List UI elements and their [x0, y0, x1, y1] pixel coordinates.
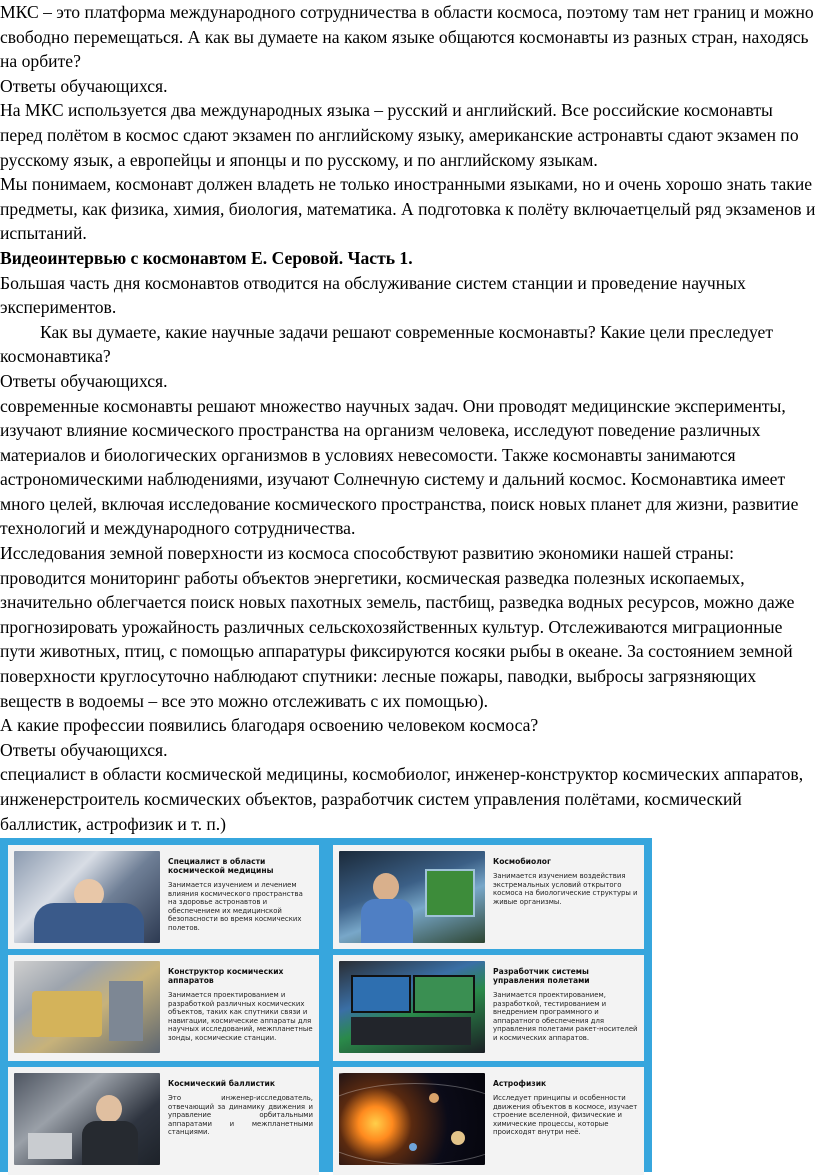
paragraph: Мы понимаем, космонавт должен владеть не только иностранными языками, но и очень хорошо знать такие предметы, как физика, химия, биология, математика. А подготовка к полёту включаетцелый ряд экзаменов и испытаний.: [0, 174, 816, 244]
card-title: Разработчик системы управления полетами: [493, 967, 590, 985]
profession-card: [333, 845, 644, 949]
section-heading: Видеоинтервью с космонавтом Е. Серовой. Часть 1.: [0, 247, 413, 268]
card-description: Занимается проектированием и разработкой различных космических объектов, таких как спутники связи и навигации, космические аппараты для научных исследований, межпланетные зонды, космические станции.: [168, 991, 313, 1042]
card-description: Занимается проектированием, разработкой, тестированием и внедрением программного и аппаратного обеспечения для управления полетами ракет-носителей и космических аппаратов.: [493, 991, 638, 1042]
profession-card: [8, 845, 319, 949]
ballistics-photo: [14, 1073, 160, 1165]
paragraph: На МКС используется два международных языка – русский и английский. Все российские космонавты перед полётом в космос сдают экзамен по английскому языку, американские астронавты сдают экзамен по русскому язык, а европейцы и японцы и по русскому, и по английскому языкам.: [0, 100, 799, 170]
card-description: Это инженер-исследователь, отвечающий за динамику движения и управление орбитальными аппаратами и межпланетными станциями.: [168, 1094, 313, 1137]
card-title: Конструктор космических аппаратов: [168, 967, 284, 985]
cosmobiologist-photo: [339, 851, 485, 943]
flight-control-photo: [339, 961, 485, 1053]
paragraph: Большая часть дня космонавтов отводится на обслуживание систем станции и проведение научных экспериментов.: [0, 272, 746, 318]
card-description: Занимается изучением воздействия экстремальных условий открытого космоса на биологические структуры и живые организмы.: [493, 872, 638, 906]
card-description: Исследует принципы и особенности движения объектов в космосе, изучает строение вселенной, физические и химические процессы, которые происходят внутри неё.: [493, 1094, 638, 1137]
professions-infographic: [0, 838, 652, 1172]
paragraph: Ответы обучающихся.: [0, 739, 168, 760]
space-medicine-photo: [14, 851, 160, 943]
paragraph: МКС – это платформа международного сотрудничества в области космоса, поэтому там нет границ и можно свободно перемещаться. А как вы думаете на каком языке общаются космонавты из разных стран, находясь на орбите?: [0, 2, 814, 72]
question-paragraph: Как вы думаете, какие научные задачи решают современные космонавты? Какие цели преследует космонавтика?: [0, 321, 774, 367]
spacecraft-designer-photo: [14, 961, 160, 1053]
paragraph: Ответы обучающихся.: [0, 75, 168, 96]
card-title: Специалист в области космической медицины: [168, 857, 274, 875]
paragraph: Ответы обучающихся.: [0, 370, 168, 391]
card-title: Космический баллистик: [168, 1079, 276, 1088]
profession-card: [333, 955, 644, 1061]
profession-card: [333, 1067, 644, 1175]
profession-card: [8, 1067, 319, 1175]
paragraph: специалист в области космической медицины, космобиолог, инженер-конструктор космических аппаратов, инженерстроитель космических объектов, разработчик систем управления полётами, космический баллистик, астрофизик и т. п.): [0, 764, 804, 834]
card-description: Занимается изучением и лечением влияния космического пространства на здоровье астронавтов и обеспечением их медицинской безопасности во время космических полетов.: [168, 881, 303, 932]
paragraph: Исследования земной поверхности из космоса способствуют развитию экономики нашей страны: проводится мониторинг работы объектов энергетики, космическая разведка полезных ископаемых, значительно облегчается поиск новых пахотных земель, пастбищ, разведка водных ресурсов, можно даже прогнозировать урожайность различных сельскохозяйственных культур. Отслеживаются миграционные пути животных, птиц, с помощью аппаратуры фиксируются косяки рыбы в океане. За состоянием земной поверхности круглосуточно наблюдают спутники: лесные пожары, паводки, выбросы загрязняющих веществ в водоемы – все это можно отслеживать с их помощью).: [0, 543, 795, 711]
card-title: Астрофизик: [493, 1079, 547, 1088]
solar-system-photo: [339, 1073, 485, 1165]
card-title: Космобиолог: [493, 857, 551, 866]
profession-card: [8, 955, 319, 1061]
paragraph: А какие профессии появились благодаря освоению человеком космоса?: [0, 715, 539, 736]
paragraph: современные космонавты решают множество научных задач. Они проводят медицинские эксперименты, изучают влияние космического пространства на организм человека, исследуют поведение различных материалов и биологических организмов в условиях невесомости. Также космонавты занимаются астрономическими наблюдениями, изучают Солнечную систему и дальний космос. Космонавтика имеет много целей, включая исследование космического пространства, поиск новых планет для жизни, развитие технологий и международного сотрудничества.: [0, 395, 799, 539]
